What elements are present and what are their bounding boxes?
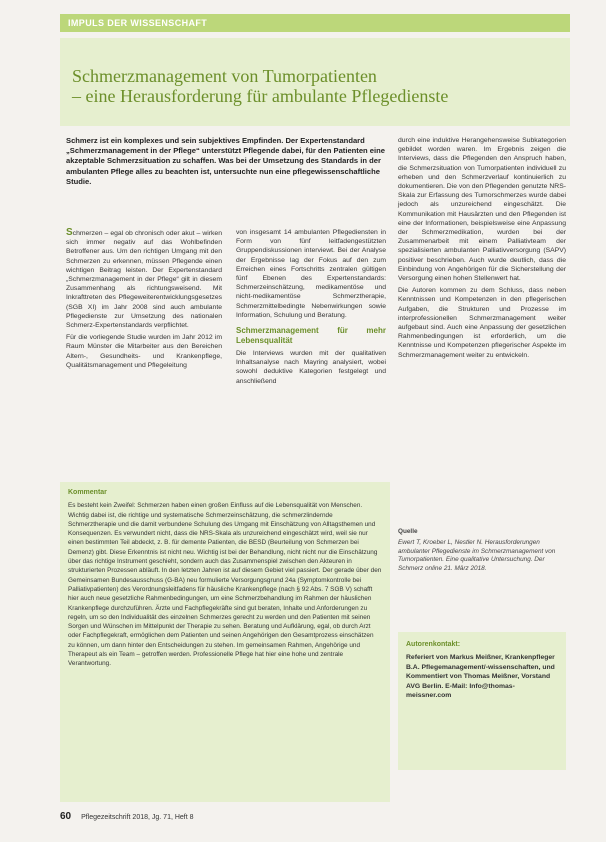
author-contact-box [398, 632, 566, 770]
author-contact-title: Autorenkontakt: [406, 641, 461, 648]
title-banner [60, 38, 570, 126]
body-column-right [398, 136, 566, 363]
body-paragraph: Schmerzen – egal ob chronisch oder akut – wirken sich immer negativ auf das Wohlbefinden Betroffener aus. Um den richtigen Umgang mit den Schmerzen zu erkennen, müssen Pflegende einen wichtigen Beitrag leisten. Der Expertenstandard „Schmerzmanagement in der Pflege“ gilt in diesem Zusammenhang als richtungsweisend. Mit Inkrafttreten des Pflegeweiterentwicklungsgesetzes (SGB XI) im Jahr 2008 sind auch ambulante Pflegedienste zur Umsetzung des nationalen Schmerz-Expertenstandards verpflichtet. [66, 227, 222, 330]
author-contact-body: Referiert von Markus Meißner, Krankenpfleger B.A. Pflegemanagement/-wissenschaften, und Kommentiert von Thomas Meißner, Vorstand AVG Berlin. E-Mail: Info@thomas-meissner.com [406, 654, 555, 700]
comment-body: Es besteht kein Zweifel: Schmerzen haben einen großen Einfluss auf die Lebensqualität von Menschen. Wichtig dabei ist, die richtige und systematische Schmerzeinschätzung, die schmerzlindernde Schmerztherapie und die damit verbundene Schulung des Umgang mit Einschätzung von Alltagsthemen und Konsequenzen. Es verwundert nicht, dass die NRS-Skala als unzureichend eingeschätzt wird, weil sie nur einen bestimmten Teil abdeckt, z. B. für demente Patienten, die BESD (Beurteilung von Schmerzen bei Demenz) gibt. Diese Erkenntnis ist nicht neu. Wichtig ist bei der Behandlung, nicht nicht nur die Einschätzung über das richtige Instrument geschieht, sondern auch das Zusammenspiel zwischen den Akteuren in strukturierten Prozessen abläuft. In den letzten Jahren ist auf diesem Gebiet viel passiert. Der gerade über den Gemeinsamen Bundesausschuss (G-BA) neu formulierte Versorgungsgrund 24a (Symptomkontrolle bei Palliativpatienten) des Verordnungsleitfadens für häusliche Krankenpflege (nach § 92 Abs. 7 SGB V) schafft hier auch neue gesetzliche Rahmenbedingungen, um eine Schmerzbehandlung im Rahmen der häuslichen Krankenpflege durchzuführen. Ärzte und Fachpflegekräfte sind gut beraten, Inhalte und Anforderungen zu regeln, um so den Individualität des einzelnen Schmerzes gerecht zu werden und den Patienten mit seinen Sorgen und Wünschen im Mittelpunkt der Therapie zu sehen. Beratung und Aufklärung, egal, ob durch Arzt oder Fachpflegekraft, ermöglichen dem Patienten und seinen Angehörigen den Gesamtprozess einschätzen zu können, um dann hinter den Entscheidungen zu stehen. Im gemeinsamen Rahmen, Angehörige und Therapeut als ein Team – getroffen werden. Professionelle Pflege hat hier eine hohe und zentrale Verantwortung. [68, 502, 382, 668]
body-column-middle [236, 228, 386, 389]
body-paragraph: durch eine induktive Herangehensweise Subkategorien gebildet worden waren. Im Ergebnis zeigen die Interviews, dass die Pflegenden den Anspruch haben, die Schmerzsituation von Tumorpatienten individuell zu erheben und den Schmerzverlauf kontinuierlich zu dokumentieren. Die von den Pflegenden genutzte NRS-Skala zur Erfassung des Tumorschmerzes wurde dabei jedoch als unzureichend eingeschätzt. Die Kommunikation mit Hausärzten und den Pflegenden ist eine der Informationen, beispielsweise eine Anpassung der Schmerzmedikation, wurden bei der Zusammenarbeit mit einem Palliativteam der spezialisierten ambulanten Palliativversorgung (SAPV) positiver beschrieben. Auch wurde deutlich, dass die Einbindung von Angehörigen für die Sicherstellung der Versorgung einen hohen Stellenwert hat. [398, 137, 566, 283]
article-title [72, 66, 570, 106]
source-citation: Ewert T, Kroeber L, Nestler N. Herausforderungen ambulanter Pflegedienste im Schmerzmanagement von Tumorpatienten. Eine qualitative Untersuchung. Der Schmerz online 21. März 2018. [398, 538, 556, 573]
page-number: 60 [60, 811, 72, 822]
body-column-left [66, 228, 222, 373]
section-tag: IMPULS DER WISSENSCHAFT [60, 14, 570, 32]
journal-citation: Pflegezeitschrift 2018, Jg. 71, Heft 8 [81, 814, 194, 821]
body-paragraph: Die Autoren kommen zu dem Schluss, dass neben Kenntnissen und Kompetenzen in den pflegerischen Aufgaben, die Strukturen und Prozesse im interprofessionellen Schmerzmanagement weiter aufgebaut sind. Auch eine Anpassung der gesetzlichen Rahmenbedingungen ist erforderlich, um die Kenntnisse und Kompetenzen pflegerischer Aspekte im Schmerzmanagement weiter zu entwickeln. [398, 287, 566, 359]
page-footer [60, 810, 570, 824]
source-block [398, 528, 566, 574]
section-subheading: Schmerzmanagement für mehr Lebensqualität [236, 326, 386, 346]
body-paragraph: Die Interviews wurden mit der qualitativen Inhaltsanalyse nach Mayring analysiert, wobei sowohl deduktive Kategorien festgelegt und anschließend [236, 350, 386, 385]
article-lead: Schmerz ist ein komplexes und sein subjektives Empfinden. Der Expertenstandard „Schmerzmanagement in der Pflege“ unterstützt Pflegende dabei, für den Patienten eine akzeptable Schmerzsituation zu schaffen. Was bei der Umsetzung des Standards in der ambulanten Pflege alles zu beachten ist, untersuchte nun eine pflegewissenschaftliche Studie. [66, 136, 386, 186]
article-title-line2: – eine Herausforderung für ambulante Pflegedienste [72, 86, 449, 106]
comment-box [60, 482, 390, 802]
body-paragraph: Für die vorliegende Studie wurden im Jahr 2012 im Raum Münster die Mitarbeiter aus den Bereichen Altern-, Gesundheits- und Krankenpflege, Qualitätsmanagement und Pflegeleitung [66, 334, 222, 369]
comment-title: Kommentar [68, 489, 107, 496]
article-title-line1: Schmerzmanagement von Tumorpatienten [72, 66, 377, 86]
body-paragraph: von insgesamt 14 ambulanten Pflegediensten in Form von fünf leitfadengestützten Gruppendiskussionen interviewt. Bei der Analyse der Ergebnisse lag der Fokus auf den zum Erreichen eines Fortschritts zentralen gültigen fünf Ebenen des Expertenstandards: Schmerzeinschätzung, medikamentöse und nicht-medikamentöse Schmerztherapie, Schmerzmittelbedingte Nebenwirkungen sowie Information, Schulung und Beratung. [236, 229, 386, 319]
source-label: Quelle [398, 528, 418, 535]
